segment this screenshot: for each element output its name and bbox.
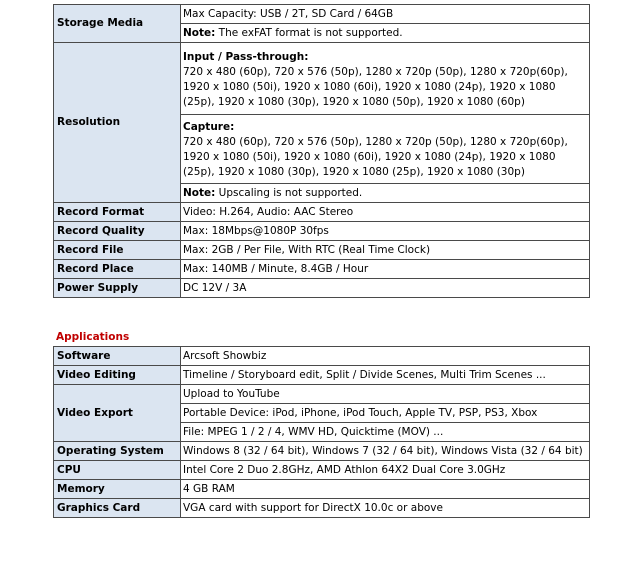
row-value: Video: H.264, Audio: AAC Stereo (181, 203, 590, 222)
resolution-input-block (181, 43, 590, 115)
capture-resolution-list: 720 x 480 (60p), 720 x 576 (50p), 1280 x 720p (50p), 1280 x 720p(60p), 1920 x 1080 (50i), 1920 x 1080 (60i), 1920 x 1080 (24p), 1920 x 1080 (25p), 1920 x 1080 (30p), 1920 x 1080 (25p), 1920 x 1080 (30p) (183, 136, 568, 178)
row-label: Operating System (54, 442, 181, 461)
row-label-video-export: Video Export (54, 385, 181, 442)
applications-heading: Applications (56, 331, 130, 343)
table-row (54, 499, 590, 518)
table-row (54, 385, 590, 404)
table-row (54, 366, 590, 385)
note-text: Upscaling is not supported. (215, 186, 363, 199)
software-value: Arcsoft Showbiz (181, 347, 590, 366)
table-row (54, 461, 590, 480)
row-label: Graphics Card (54, 499, 181, 518)
storage-media-note (181, 24, 590, 43)
table-row (54, 5, 590, 24)
row-value: DC 12V / 3A (181, 279, 590, 298)
table-row (54, 260, 590, 279)
resolution-capture-block (181, 115, 590, 184)
row-label: Record Place (54, 260, 181, 279)
table-row (54, 480, 590, 499)
row-label: CPU (54, 461, 181, 480)
table-row (54, 241, 590, 260)
row-label: Record Quality (54, 222, 181, 241)
table-row (54, 43, 590, 115)
table-row (54, 442, 590, 461)
row-value: Max: 2GB / Per File, With RTC (Real Time Clock) (181, 241, 590, 260)
applications-table (53, 346, 590, 518)
row-value: 4 GB RAM (181, 480, 590, 499)
row-value: VGA card with support for DirectX 10.0c or above (181, 499, 590, 518)
row-label-resolution: Resolution (54, 43, 181, 203)
note-label: Note: (183, 186, 216, 199)
video-export-value: Upload to YouTube (181, 385, 590, 404)
note-label: Note: (183, 26, 216, 39)
row-value: Max: 140MB / Minute, 8.4GB / Hour (181, 260, 590, 279)
video-editing-value: Timeline / Storyboard edit, Split / Divide Scenes, Multi Trim Scenes ... (181, 366, 590, 385)
note-text: The exFAT format is not supported. (215, 26, 403, 39)
input-resolution-list: 720 x 480 (60p), 720 x 576 (50p), 1280 x 720p (50p), 1280 x 720p(60p), 1920 x 1080 (50i), 1920 x 1080 (60i), 1920 x 1080 (24p), 1920 x 1080 (25p), 1920 x 1080 (30p), 1920 x 1080 (50p), 1920 x 1080 (60p) (183, 65, 568, 108)
table-row (54, 203, 590, 222)
row-value: Intel Core 2 Duo 2.8GHz, AMD Athlon 64X2 Dual Core 3.0GHz (181, 461, 590, 480)
table-row (54, 347, 590, 366)
table-row (54, 279, 590, 298)
row-value: Max: 18Mbps@1080P 30fps (181, 222, 590, 241)
row-label: Power Supply (54, 279, 181, 298)
row-value: Windows 8 (32 / 64 bit), Windows 7 (32 / 64 bit), Windows Vista (32 / 64 bit) (181, 442, 590, 461)
storage-media-value: Max Capacity: USB / 2T, SD Card / 64GB (181, 5, 590, 24)
row-label: Memory (54, 480, 181, 499)
row-label: Record Format (54, 203, 181, 222)
resolution-note (181, 184, 590, 203)
specs-table (53, 4, 590, 298)
row-label-storage-media: Storage Media (54, 5, 181, 43)
row-label-software: Software (54, 347, 181, 366)
row-label: Record File (54, 241, 181, 260)
table-row (54, 222, 590, 241)
row-label-video-editing: Video Editing (54, 366, 181, 385)
video-export-value: File: MPEG 1 / 2 / 4, WMV HD, Quicktime (MOV) ... (181, 423, 590, 442)
video-export-value: Portable Device: iPod, iPhone, iPod Touch, Apple TV, PSP, PS3, Xbox (181, 404, 590, 423)
input-passthrough-heading: Input / Pass-through: (183, 50, 309, 63)
capture-heading: Capture: (183, 121, 235, 133)
